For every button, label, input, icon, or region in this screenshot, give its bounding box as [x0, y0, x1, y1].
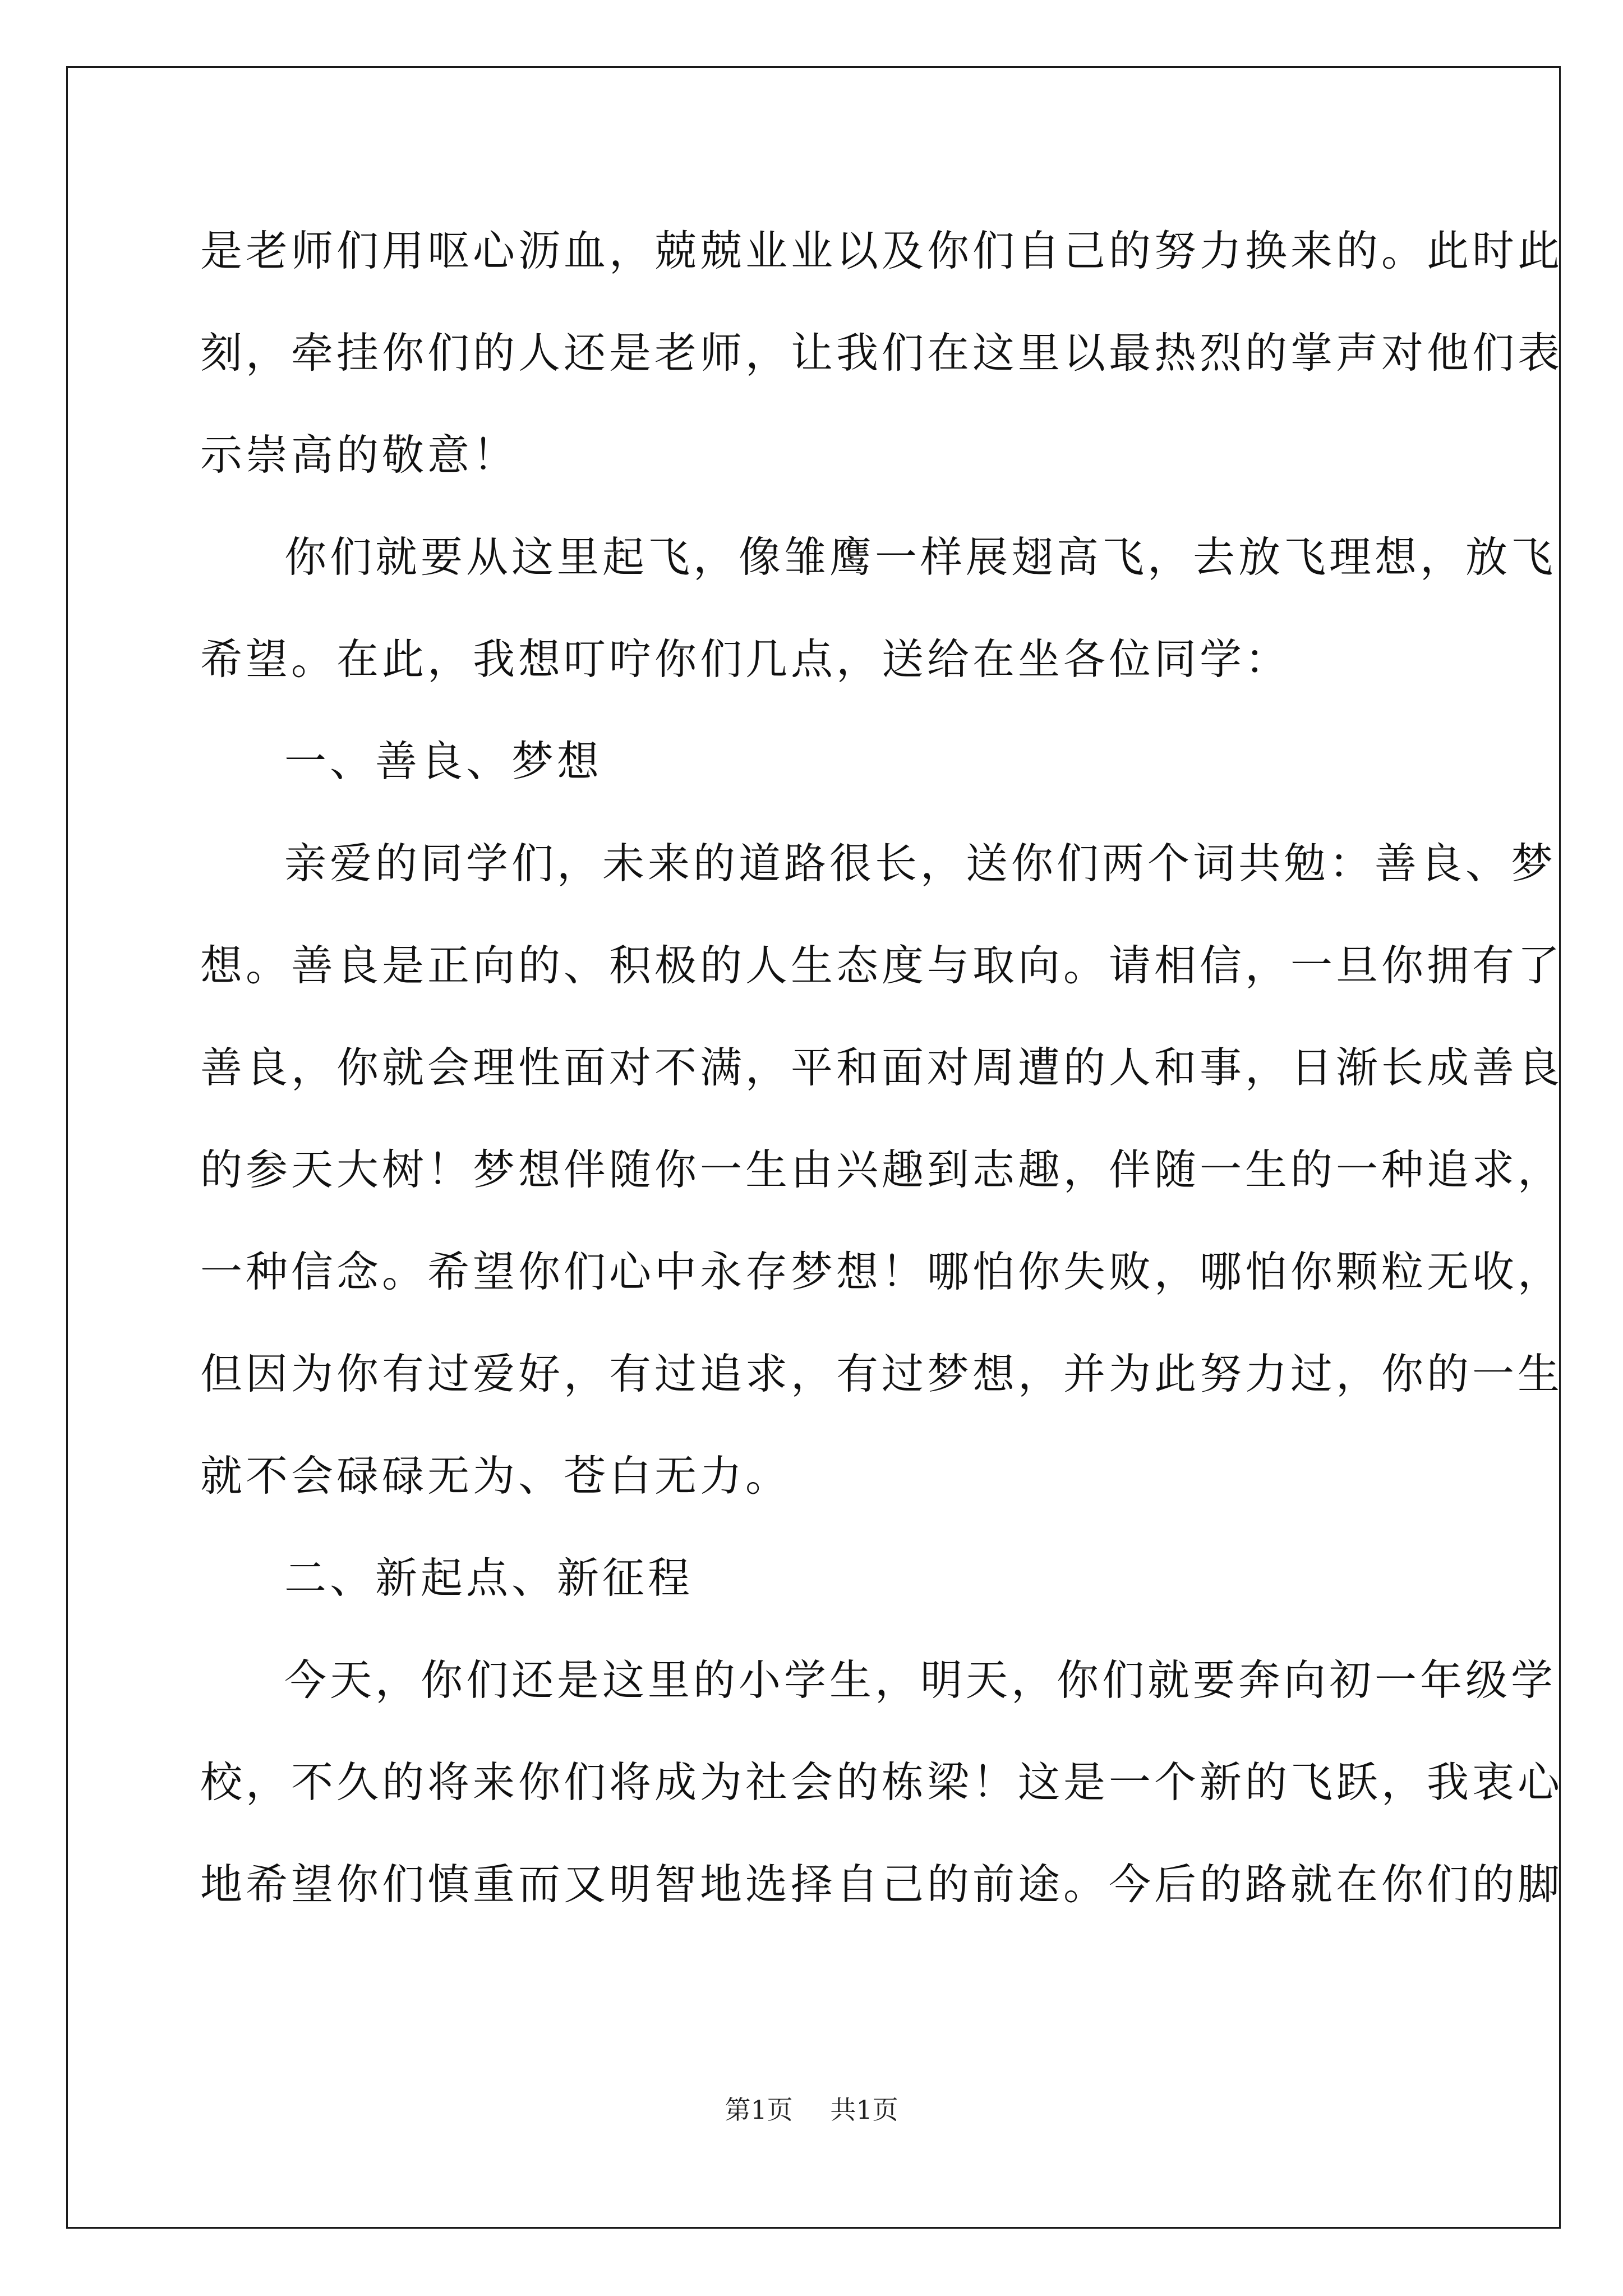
text-line: 是老师们用呕心沥血，兢兢业业以及你们自己的努力换来的。此时此 — [200, 226, 1564, 275]
text-line: 希望。在此，我想叮咛你们几点，送给在坐各位同学： — [200, 634, 1291, 684]
paragraph-start-line: 今天，你们还是这里的小学生，明天，你们就要奔向初一年级学 — [284, 1655, 1557, 1705]
text-line: 地希望你们慎重而又明智地选择自己的前途。今后的路就在你们的脚 — [200, 1860, 1564, 1909]
page-number: 第1页 — [725, 2095, 793, 2125]
text-line: 示崇高的敬意！ — [200, 430, 519, 480]
text-line: 善良，你就会理性面对不满，平和面对周遭的人和事，日渐长成善良 — [200, 1043, 1564, 1092]
text-line: 一种信念。希望你们心中永存梦想！哪怕你失败，哪怕你颗粒无收， — [200, 1247, 1564, 1296]
text-line: 想。善良是正向的、积极的人生态度与取向。请相信，一旦你拥有了 — [200, 941, 1564, 990]
paragraph-start-line: 亲爱的同学们，未来的道路很长，送你们两个词共勉：善良、梦 — [284, 839, 1557, 888]
page-total: 共1页 — [830, 2095, 898, 2125]
text-line: 就不会碌碌无为、苍白无力。 — [200, 1451, 791, 1501]
text-line: 刻，牵挂你们的人还是老师，让我们在这里以最热烈的掌声对他们表 — [200, 328, 1564, 378]
section-heading: 二、新起点、新征程 — [284, 1553, 694, 1603]
text-line: 的参天大树！梦想伴随你一生由兴趣到志趣，伴随一生的一种追求， — [200, 1145, 1564, 1194]
paragraph-start-line: 你们就要从这里起飞，像雏鹰一样展翅高飞，去放飞理想，放飞 — [284, 532, 1557, 582]
text-line: 但因为你有过爱好，有过追求，有过梦想，并为此努力过，你的一生 — [200, 1349, 1564, 1398]
page-footer — [0, 2090, 1623, 2127]
text-line: 校，不久的将来你们将成为社会的栋梁！这是一个新的飞跃，我衷心 — [200, 1757, 1564, 1807]
section-heading: 一、善良、梦想 — [284, 737, 603, 786]
